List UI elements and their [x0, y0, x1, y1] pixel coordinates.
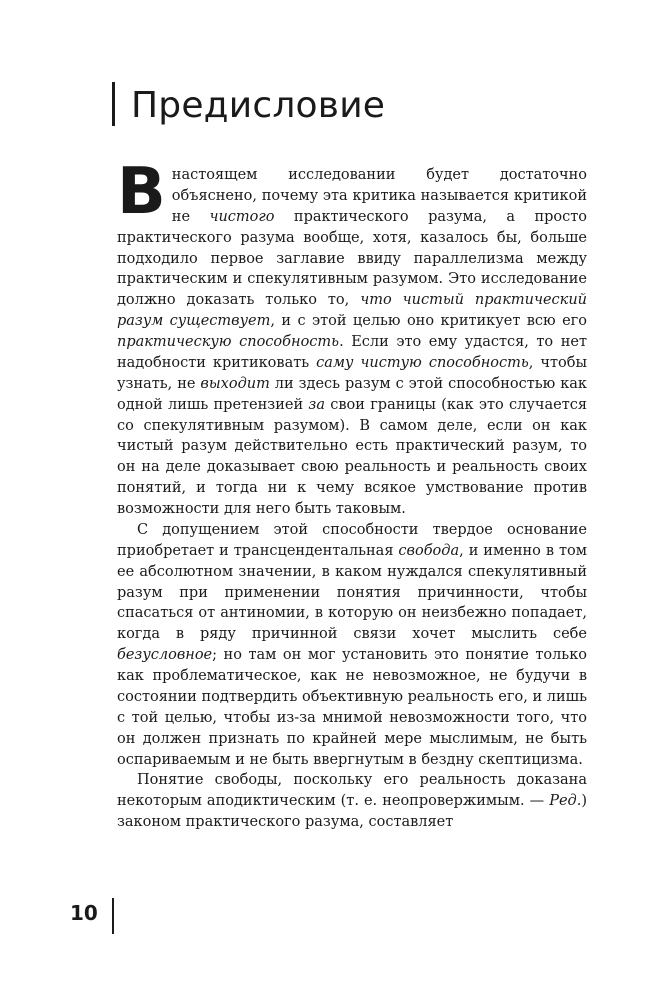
text-run: ; но там он мог установить это понятие только как проблематическое, как не невозможное, не будучи в состоянии подтвердить объективную реальность его, и лишь с той целью, чтобы из-за мнимой невозможности того, что он должен признать по крайней мере мыслимым, не быть оспариваемым и не быть ввергнутым в бездну скептицизма.	[117, 647, 587, 768]
text-run: свои границы (как это случается со спекулятивным разумом). В самом деле, если он как чистый разум действительно есть практический разум, то он на деле доказывает свою реальность и реальность своих понятий, и тогда ни к чему всякое умствование против возможности для него быть таковым.	[117, 396, 587, 517]
text-run: , и именно в том ее абсолютном значении, в каком нуждался спекулятивный разум при применении понятия причинности, чтобы спасаться от антиномии, в которую он неизбежно попадает, когда в ряду причинной связи хочет мыслить себе	[117, 542, 587, 643]
text-run: Понятие свободы, поскольку его реальность доказана некоторым аподиктическим (т. е. неопровержимым. —	[117, 772, 587, 810]
italic-text: что чистый практический разум существует	[117, 292, 587, 330]
italic-text: свобода	[398, 542, 460, 559]
paragraph-1	[117, 155, 588, 520]
text-run: , и с этой целью оно критикует всю его	[270, 313, 587, 330]
text-run: С допущением этой способности твердое основание приобретает и трансцендентальная	[117, 521, 587, 559]
page-number: 10	[70, 901, 98, 925]
body-text	[117, 155, 588, 833]
paragraph-3	[117, 770, 587, 833]
italic-text: безусловное	[117, 647, 213, 664]
text-run: ) законом практического разума, составляет	[117, 793, 587, 831]
title-rule	[112, 82, 115, 126]
italic-text: Ред.	[549, 793, 582, 810]
italic-text: практическую способность	[117, 334, 340, 350]
drop-cap: В	[117, 155, 166, 229]
text-run: , чтобы узнать, не	[117, 354, 588, 392]
footer-rule	[112, 898, 114, 934]
text-run: настоящем исследовании будет достаточно объяснено, почему эта критика называется критикой не	[171, 167, 587, 225]
italic-text: саму чистую способность	[316, 354, 529, 371]
text-run: ли здесь разум с этой способностью как одной лишь претензией	[117, 375, 587, 413]
italic-text: чистого	[209, 208, 275, 225]
italic-text: выходит	[200, 375, 270, 392]
text-run: практического разума, а просто практического разума вообще, хотя, казалось бы, больше подходило первое заглавие ввиду параллелизма между практическим и спекулятивным разумом. Это исследование должно доказать только то,	[117, 208, 587, 309]
text-run: . Если это ему удастся, то нет надобности критиковать	[117, 334, 587, 371]
italic-text: за	[308, 396, 325, 413]
page-title: Предисловие	[131, 85, 386, 126]
paragraph-2	[117, 520, 587, 771]
